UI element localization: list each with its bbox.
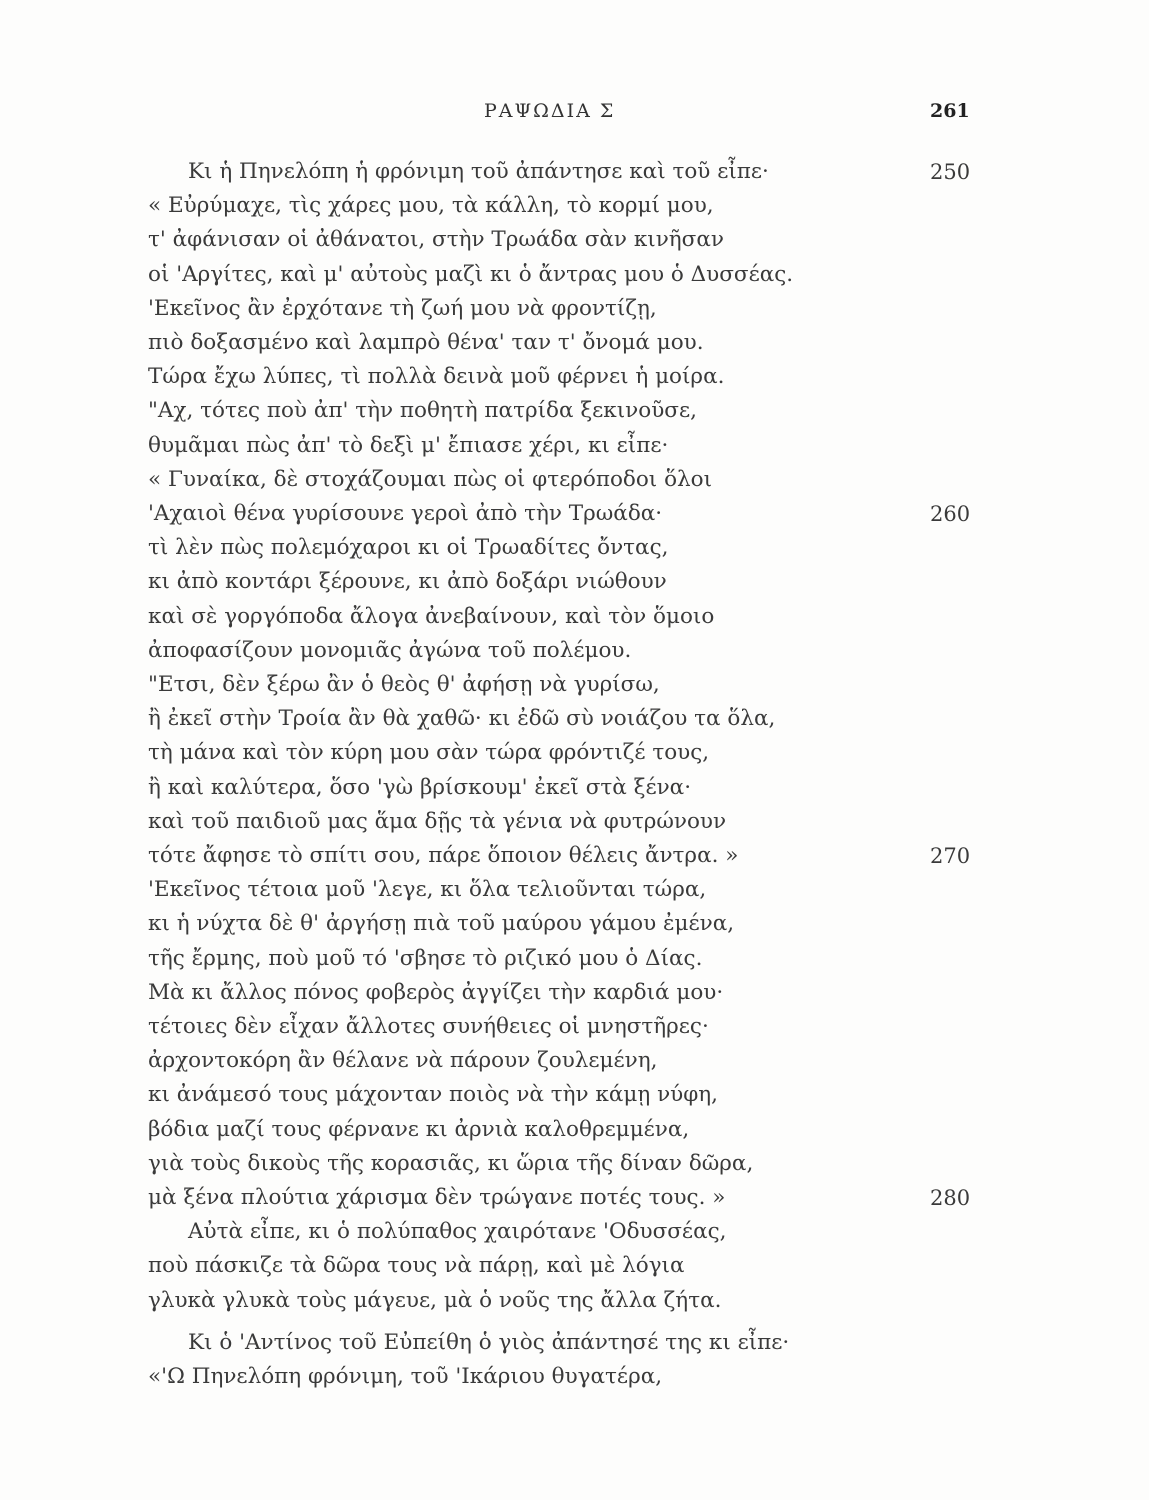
verse-line: « Γυναίκα, δὲ στοχάζουμαι πὼς οἱ φτερόποδοι ὅλοι	[148, 467, 713, 492]
verse-line: « Εὐρύμαχε, τὶς χάρες μου, τὰ κάλλη, τὸ κορμί μου,	[148, 193, 714, 218]
verse-line: ἢ καὶ καλύτερα, ὅσο 'γὼ βρίσκουμ' ἐκεῖ στὰ ξένα·	[148, 775, 692, 800]
verse-line: τὶ λὲν πὼς πολεμόχαροι κι οἱ Τρωαδίτες ὄντας,	[148, 535, 669, 560]
verse-line: ἀποφασίζουν μονομιᾶς ἀγώνα τοῦ πολέμου.	[148, 638, 632, 663]
verse-line: Κι ὁ 'Αντίνος τοῦ Εὐπείθη ὁ γιὸς ἀπάντησέ της κι εἶπε·	[188, 1330, 790, 1355]
line-number: 270	[930, 844, 971, 868]
verse-line: ποὺ πάσκιζε τὰ δῶρα τους νὰ πάρῃ, καὶ μὲ λόγια	[148, 1253, 685, 1278]
verse-line: γιὰ τοὺς δικοὺς τῆς κορασιᾶς, κι ὥρια τῆς δίναν δῶρα,	[148, 1151, 754, 1176]
verse-line: κι ἡ νύχτα δὲ θ' ἀργήσῃ πιὰ τοῦ μαύρου γάμου ἐμένα,	[148, 911, 735, 936]
verse-line: κι ἀνάμεσό τους μάχονταν ποιὸς νὰ τὴν κάμῃ νύφη,	[148, 1082, 718, 1107]
verse-line: τῆς ἔρμης, ποὺ μοῦ τό 'σβησε τὸ ριζικό μου ὁ Δίας.	[148, 946, 703, 971]
verse-line: καὶ τοῦ παιδιοῦ μας ἅμα δῇς τὰ γένια νὰ φυτρώνουν	[148, 809, 727, 834]
verse-line: «'Ω Πηνελόπη φρόνιμη, τοῦ 'Ικάριου θυγατέρα,	[148, 1364, 663, 1389]
verse-line: οἱ 'Αργίτες, καὶ μ' αὐτοὺς μαζὶ κι ὁ ἄντρας μου ὁ Δυσσέας.	[148, 262, 794, 287]
line-number: 250	[930, 160, 971, 184]
verse-line: Τώρα ἔχω λύπες, τὶ πολλὰ δεινὰ μοῦ φέρνει ἡ μοίρα.	[148, 364, 725, 389]
verse-line: 'Εκεῖνος ἂν ἐρχότανε τὴ ζωή μου νὰ φροντίζῃ,	[148, 296, 657, 321]
verse-line: Μὰ κι ἄλλος πόνος φοβερὸς ἀγγίζει τὴν καρδιά μου·	[148, 980, 724, 1005]
verse-line: ἀρχοντοκόρη ἂν θέλανε νὰ πάρουν ζουλεμένη,	[148, 1048, 658, 1073]
verse-line: πιὸ δοξασμένο καὶ λαμπρὸ θένα' ταν τ' ὄνομά μου.	[148, 330, 704, 355]
verse-line: 'Εκεῖνος τέτοια μοῦ 'λεγε, κι ὅλα τελιοῦνται τώρα,	[148, 877, 707, 902]
running-title: ΡΑΨΩΔΙΑ Σ	[484, 100, 616, 122]
verse-line: τότε ἄφησε τὸ σπίτι σου, πάρε ὅποιον θέλεις ἄντρα. »	[148, 843, 739, 868]
verse-line: τ' ἀφάνισαν οἱ ἀθάνατοι, στὴν Τρωάδα σὰν κινῆσαν	[148, 227, 724, 252]
verse-line: τὴ μάνα καὶ τὸν κύρη μου σὰν τώρα φρόντιζέ τους,	[148, 740, 710, 765]
verse-line: "Ετσι, δὲν ξέρω ἂν ὁ θεὸς θ' ἀφήσῃ νὰ γυρίσω,	[148, 672, 660, 697]
verse-line: Αὐτὰ εἶπε, κι ὁ πολύπαθος χαιρότανε 'Οδυσσέας,	[188, 1219, 727, 1244]
line-number: 260	[930, 502, 971, 526]
verse-line: μὰ ξένα πλούτια χάρισμα δὲν τρώγανε ποτές τους. »	[148, 1185, 726, 1210]
verse-line: Κι ἡ Πηνελόπη ἡ φρόνιμη τοῦ ἀπάντησε καὶ τοῦ εἶπε·	[188, 159, 769, 184]
line-number: 280	[930, 1186, 971, 1210]
verse-line: καὶ σὲ γοργόποδα ἄλογα ἀνεβαίνουν, καὶ τὸν ὅμοιο	[148, 604, 715, 629]
verse-line: κι ἀπὸ κοντάρι ξέρουνε, κι ἀπὸ δοξάρι νιώθουν	[148, 569, 667, 594]
verse-line: θυμᾶμαι πὼς ἀπ' τὸ δεξὶ μ' ἔπιασε χέρι, κι εἶπε·	[148, 433, 669, 458]
verse-line: τέτοιες δὲν εἶχαν ἄλλοτες συνήθειες οἱ μνηστῆρες·	[148, 1014, 709, 1039]
page-number: 261	[930, 100, 970, 122]
verse-line: βόδια μαζί τους φέρνανε κι ἀρνιὰ καλοθρεμμένα,	[148, 1117, 690, 1142]
verse-line: "Αχ, τότες ποὺ ἀπ' τὴν ποθητὴ πατρίδα ξεκινοῦσε,	[148, 398, 697, 423]
verse-line: γλυκὰ γλυκὰ τοὺς μάγευε, μὰ ὁ νοῦς της ἄλλα ζήτα.	[148, 1288, 722, 1313]
verse-line: ἢ ἐκεῖ στὴν Τροία ἂν θὰ χαθῶ· κι ἐδῶ σὺ νοιάζου τα ὅλα,	[148, 706, 776, 731]
verse-line: 'Αχαιοὶ θένα γυρίσουνε γεροὶ ἀπὸ τὴν Τρωάδα·	[148, 501, 663, 526]
